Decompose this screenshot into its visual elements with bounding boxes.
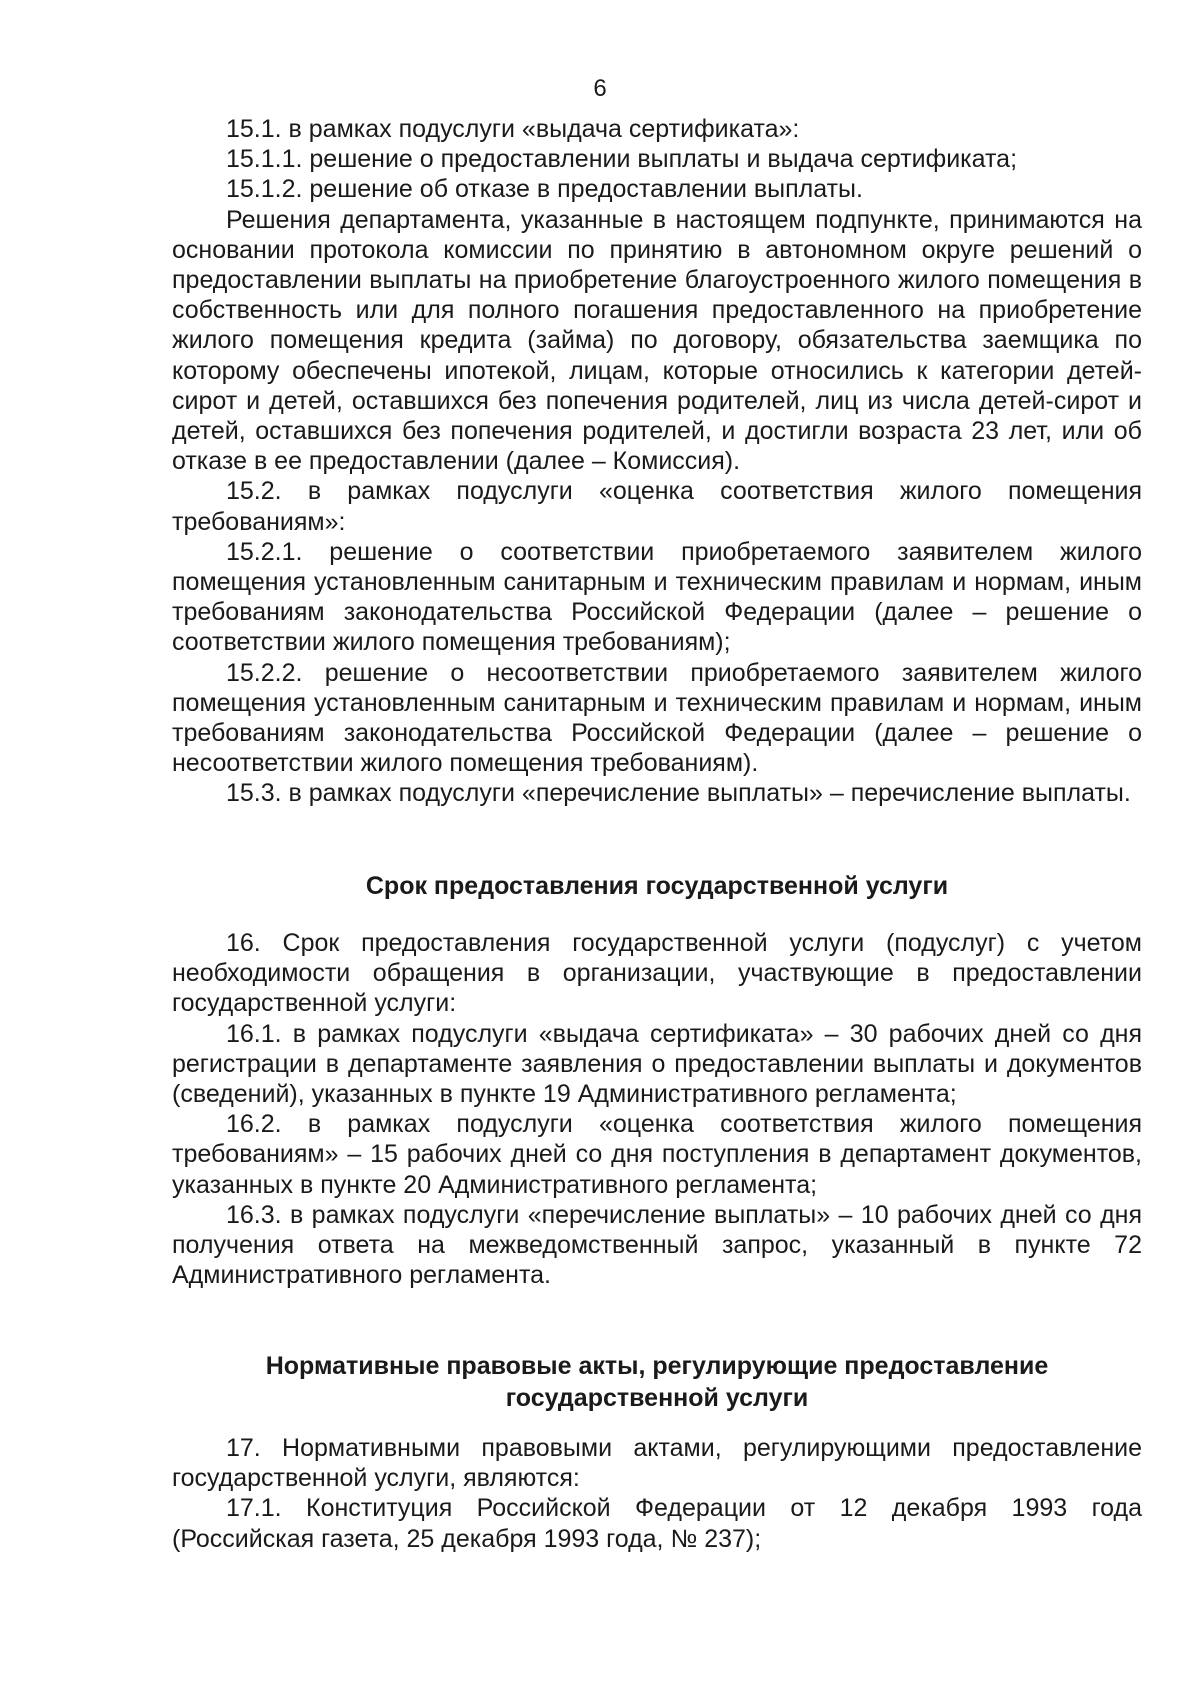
section-17 bbox=[172, 1433, 1142, 1554]
paragraph: 15.1. в рамках подуслуги «выдача сертификата»: bbox=[226, 115, 800, 143]
page-number: 6 bbox=[593, 75, 607, 102]
paragraph: 15.3. в рамках подуслуги «перечисление выплаты» – перечисление выплаты. bbox=[226, 779, 1131, 808]
paragraph: 17.1. Конституция Российской Федерации от 12 декабря 1993 года (Российская газета, 25 декабря 1993 года, № 237); bbox=[172, 1494, 1142, 1553]
paragraph: 15.2.2. решение о несоответствии приобретаемого заявителем жилого помещения установленным санитарным и техническим правилам и нормам, иным требованиям законодательства Российской Федерации (далее – решение о несоответствии жилого помещения требованиям). bbox=[172, 658, 1142, 778]
paragraph: Решения департамента, указанные в настоящем подпункте, принимаются на основании протокола комиссии по принятию в автономном округе решений о предоставлении выплаты на приобретение благоустроенного жилого помещения в собственность или для полного погашения предоставленного на приобретение жилого помещения кредита (займа) по договору, обязательства заемщика по которому обеспечены ипотекой, лицам, которые относились к категории детей-сирот и детей, оставшихся без попечения родителей, лиц из числа детей-сирот и детей, оставшихся без попечения родителей, и достигли возраста 23 лет, или об отказе в ее предоставлении (далее – Комиссия). bbox=[172, 205, 1142, 476]
paragraph: 15.1.1. решение о предоставлении выплаты и выдача сертификата; bbox=[226, 145, 1018, 174]
paragraph: 15.1.2. решение об отказе в предоставлении выплаты. bbox=[226, 175, 863, 204]
paragraph: 16.1. в рамках подуслуги «выдача сертификата» – 30 рабочих дней со дня регистрации в департаменте заявления о предоставлении выплаты и документов (сведений), указанных в пункте 19 Административного регламента; bbox=[172, 1019, 1142, 1109]
paragraph: 15.2. в рамках подуслуги «оценка соответствия жилого помещения требованиям»: bbox=[172, 477, 1142, 536]
section-15 bbox=[172, 114, 1142, 809]
paragraph: 15.2.1. решение о соответствии приобретаемого заявителем жилого помещения установленным санитарным и техническим правилам и нормам, иным требованиям законодательства Российской Федерации (далее – решение о соответствии жилого помещения требованиям); bbox=[172, 537, 1142, 657]
paragraph: 16. Срок предоставления государственной услуги (подуслуг) с учетом необходимости обращения в организации, участвующие в предоставлении государственной услуги: bbox=[172, 929, 1142, 1018]
paragraph: 17. Нормативными правовыми актами, регулирующими предоставление государственной услуги, являются: bbox=[172, 1434, 1142, 1493]
paragraph: 16.3. в рамках подуслуги «перечисление выплаты» – 10 рабочих дней со дня получения ответа на межведомственный запрос, указанный в пункте 72 Административного регламента. bbox=[172, 1200, 1142, 1290]
section-heading-acts: Нормативные правовые акты, регулирующие предоставление государственной услуги bbox=[265, 1352, 1049, 1412]
paragraph: 16.2. в рамках подуслуги «оценка соответствия жилого помещения требованиям» – 15 рабочих дней со дня поступления в департамент документов, указанных в пункте 20 Административного регламента; bbox=[172, 1110, 1142, 1199]
section-heading-term: Срок предоставления государственной услуги bbox=[365, 872, 949, 900]
section-16 bbox=[172, 928, 1142, 1290]
